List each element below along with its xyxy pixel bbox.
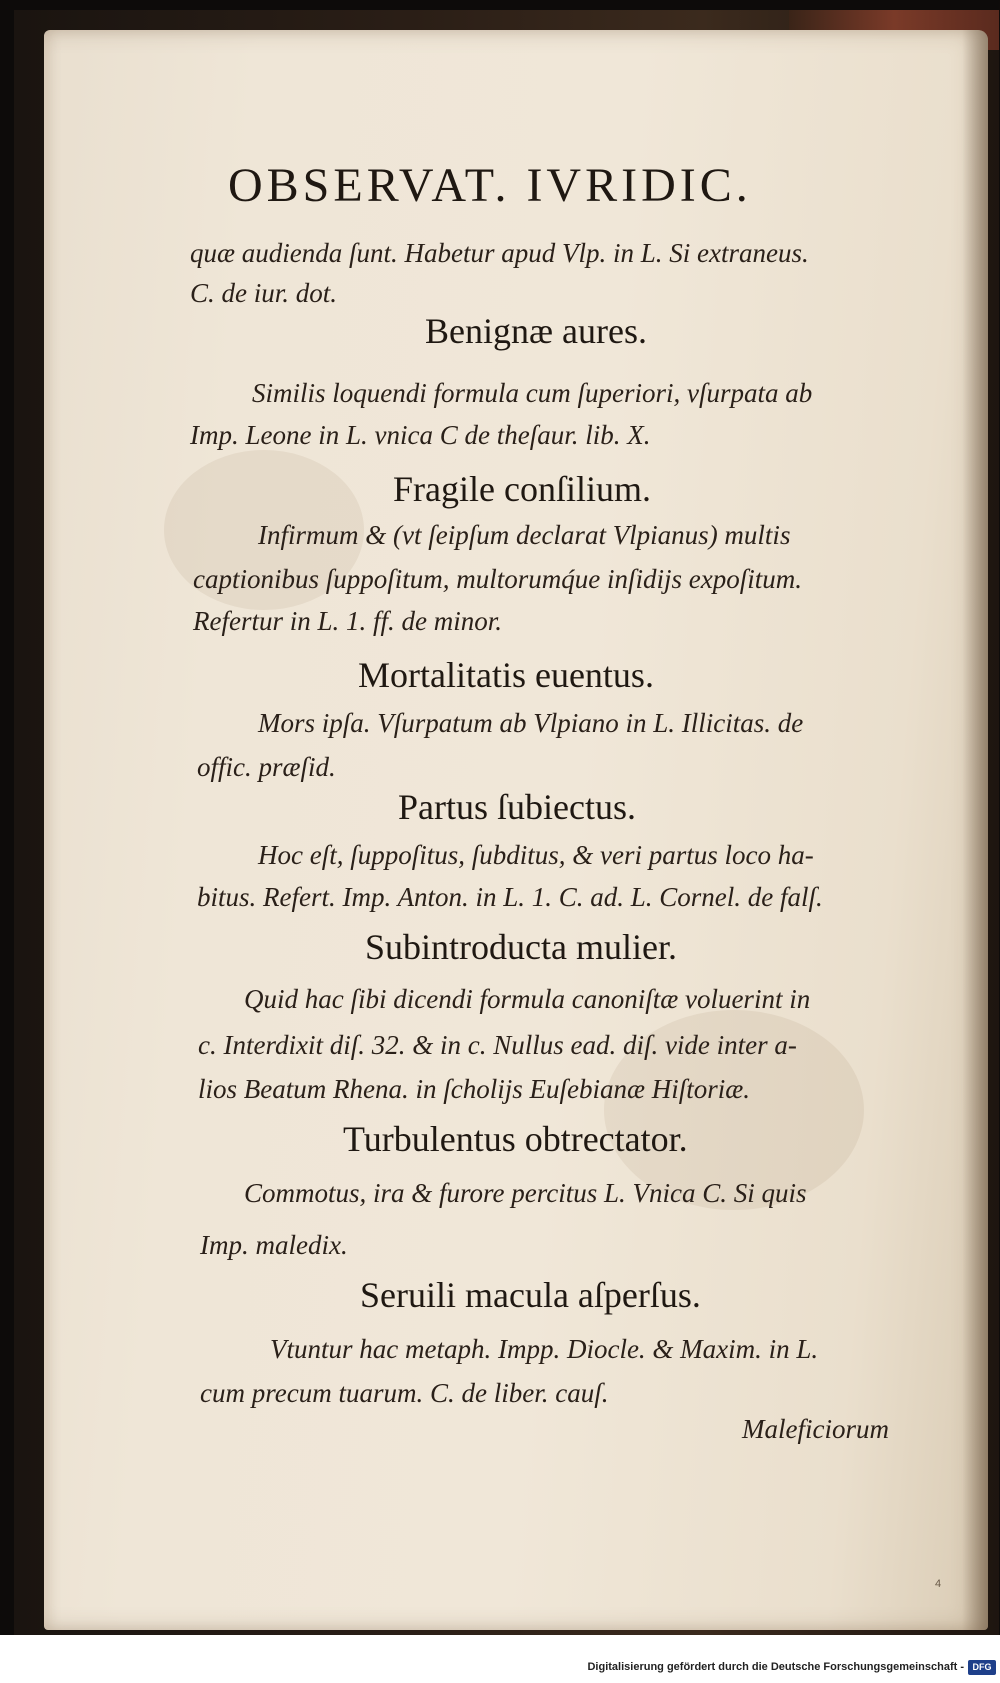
section-heading: Turbulentus obtrectator. xyxy=(343,1119,688,1159)
text-line: bitus. Refert. Imp. Anton. in L. 1. C. ad. L. Cornel. de falſ. xyxy=(197,882,823,912)
text-line: Imp. Leone in L. vnica C de theſaur. lib. X. xyxy=(190,420,651,450)
text-line: Imp. maledix. xyxy=(200,1230,348,1260)
section-heading: Seruili macula aſperſus. xyxy=(360,1275,701,1315)
section-heading: Subintroducta mulier. xyxy=(365,927,677,967)
text-line: captionibus ſuppoſitum, multorumq́ue inſidijs expoſitum. xyxy=(193,564,802,594)
text-line: lios Beatum Rhena. in ſcholijs Euſebianæ Hiſtoriæ. xyxy=(198,1074,750,1104)
text-line: Similis loquendi formula cum ſuperiori, vſurpata ab xyxy=(252,378,813,408)
running-header: OBSERVAT. IVRIDIC. xyxy=(228,159,752,212)
footer-credit: Digitalisierung gefördert durch die Deutsche Forschungsgemeinschaft - xyxy=(587,1661,964,1673)
section-heading: Fragile conſilium. xyxy=(393,469,651,509)
page-mark: 4 xyxy=(935,1578,942,1590)
text-line: offic. præſid. xyxy=(197,752,336,782)
section-heading: Mortalitatis euentus. xyxy=(358,655,654,695)
text-line: c. Interdixit diſ. 32. & in c. Nullus ead. diſ. vide inter a- xyxy=(198,1030,797,1060)
text-line: C. de iur. dot. xyxy=(190,278,338,308)
section-heading: Benignæ aures. xyxy=(425,311,647,351)
section-heading: Partus ſubiectus. xyxy=(398,787,636,827)
text-line: Commotus, ira & furore percitus L. Vnica C. Si quis xyxy=(244,1178,807,1208)
text-line: quæ audienda ſunt. Habetur apud Vlp. in L. Si extraneus. xyxy=(190,238,809,268)
text-line: Vtuntur hac metaph. Impp. Diocle. & Maxim. in L. xyxy=(270,1334,819,1364)
text-line: Refertur in L. 1. ff. de minor. xyxy=(193,606,502,636)
text-line: Infirmum & (vt ſeipſum declarat Vlpianus) multis xyxy=(258,520,791,550)
dfg-logo-icon: DFG xyxy=(968,1660,996,1675)
text-line: Quid hac ſibi dicendi formula canoniſtæ voluerint in xyxy=(244,984,811,1014)
text-line: Mors ipſa. Vſurpatum ab Vlpiano in L. Illicitas. de xyxy=(258,708,804,738)
text-line: Hoc eſt, ſuppoſitus, ſubditus, & veri partus loco ha- xyxy=(258,840,814,870)
catchword: Maleficiorum xyxy=(742,1414,889,1444)
text-line: cum precum tuarum. C. de liber. cauſ. xyxy=(200,1378,609,1408)
footer-bar xyxy=(0,1635,1000,1683)
